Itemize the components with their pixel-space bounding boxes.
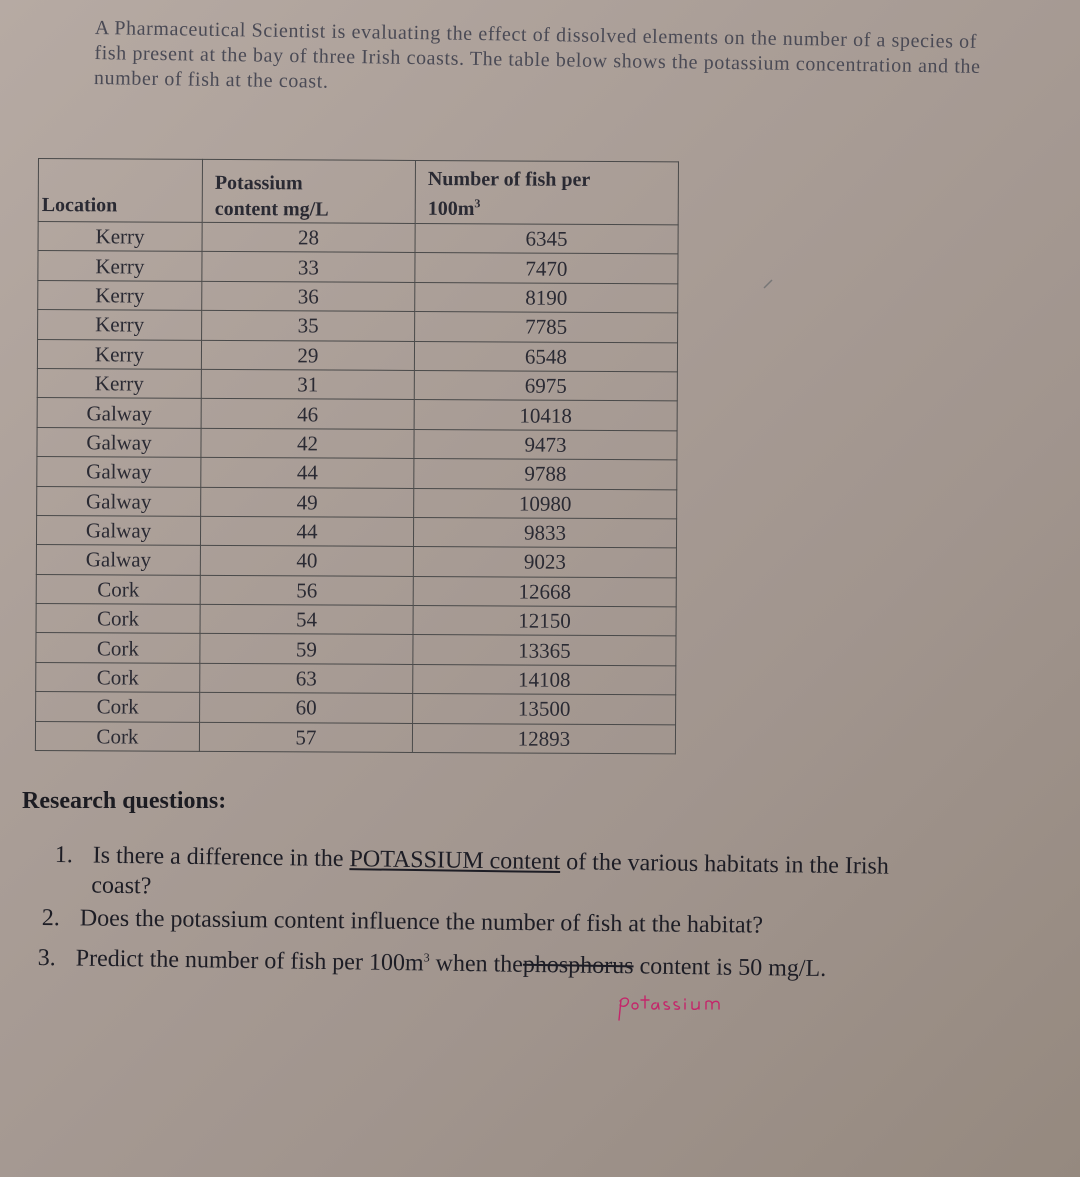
cell-fish-count: 6975 [414, 370, 677, 401]
cell-location: Kerry [37, 339, 201, 369]
intro-paragraph: A Pharmaceutical Scientist is evaluating the effect of dissolved elements on the number of a species of fish present at the bay of three Irish coasts. The table below shows the potassium concentration and the number of fish at the coast. [93, 16, 981, 93]
cell-fish-count: 12150 [413, 606, 676, 637]
cell-fish-count: 12893 [412, 723, 675, 754]
question-1-text-post: of the various habitats in the Irish [560, 849, 890, 880]
header-fish [415, 160, 678, 224]
question-3-text-post: content is 50 mg/L. [633, 953, 827, 983]
table-row [36, 604, 676, 637]
cell-potassium: 56 [200, 575, 413, 606]
cell-potassium: 33 [202, 252, 415, 283]
table-row [37, 339, 677, 372]
cell-potassium: 44 [201, 457, 414, 488]
table-row [38, 280, 678, 313]
handwritten-correction [615, 986, 755, 1026]
cell-fish-count: 13500 [413, 694, 676, 725]
question-1-underlined: POTASSIUM content [349, 846, 561, 876]
header-fish-line1: Number of fish per [427, 168, 591, 191]
table-row [37, 427, 677, 460]
cell-location: Galway [37, 427, 201, 457]
cell-potassium: 31 [201, 369, 414, 400]
question-3-struck-word: phosphorus [522, 951, 634, 980]
cell-potassium: 59 [200, 634, 413, 665]
cell-location: Kerry [38, 251, 202, 281]
header-potassium [202, 159, 415, 223]
cell-location: Galway [37, 398, 201, 428]
table-row [36, 633, 676, 666]
cell-location: Kerry [38, 310, 202, 340]
question-1-line2: coast? [91, 872, 152, 900]
header-potassium-line2: content mg/L [214, 197, 329, 221]
question-3-superscript: 3 [423, 950, 430, 965]
cell-location: Cork [35, 721, 199, 751]
cell-potassium: 46 [201, 399, 414, 430]
table-row [36, 662, 676, 695]
cell-fish-count: 14108 [413, 664, 676, 695]
header-fish-superscript: 3 [474, 196, 481, 211]
question-3-number: 3. [37, 944, 56, 972]
table-row [35, 721, 675, 754]
research-questions-heading: Research questions: [22, 788, 227, 814]
cell-potassium: 54 [200, 604, 413, 635]
question-2-number: 2. [41, 904, 60, 932]
cell-fish-count: 9788 [414, 459, 677, 490]
table-row [36, 692, 676, 725]
cell-potassium: 28 [202, 222, 415, 253]
table-row [38, 310, 678, 343]
cell-location: Cork [36, 692, 200, 722]
cell-potassium: 49 [201, 487, 414, 518]
cell-potassium: 42 [201, 428, 414, 459]
cell-potassium: 60 [200, 693, 413, 724]
table-row [38, 251, 678, 284]
cell-fish-count: 8190 [415, 282, 678, 313]
table-body [35, 222, 678, 754]
header-potassium-line1: Potassium [214, 171, 303, 195]
cell-location: Cork [36, 633, 200, 663]
question-1 [54, 840, 1015, 913]
cell-fish-count: 12668 [413, 576, 676, 607]
question-1-text-pre: Is there a difference in the [92, 842, 350, 873]
cell-fish-count: 9833 [413, 517, 676, 548]
cell-potassium: 36 [202, 281, 415, 312]
cell-location: Kerry [38, 280, 202, 310]
cell-location: Kerry [38, 222, 202, 252]
table-row [36, 545, 676, 578]
table-row [37, 457, 677, 490]
cell-potassium: 44 [200, 516, 413, 547]
cell-potassium: 35 [202, 311, 415, 342]
cell-location: Cork [36, 662, 200, 692]
cell-location: Galway [36, 545, 200, 575]
question-3 [37, 937, 1017, 987]
cell-fish-count: 6345 [415, 223, 678, 254]
table-row [37, 486, 677, 519]
header-fish-line2: 100m [427, 197, 475, 220]
cell-fish-count: 7785 [415, 312, 678, 343]
cell-fish-count: 10418 [414, 400, 677, 431]
table-row [37, 398, 677, 431]
question-3-text-pre: Predict the number of fish per 100m [75, 945, 424, 977]
cell-location: Galway [37, 457, 201, 487]
potassium-fish-table [35, 158, 679, 754]
table-row [38, 222, 678, 255]
cell-location: Galway [36, 515, 200, 545]
cell-potassium: 57 [199, 722, 412, 753]
table-row [36, 574, 676, 607]
cell-potassium: 40 [200, 546, 413, 577]
cell-potassium: 63 [200, 663, 413, 694]
cell-fish-count: 9023 [413, 547, 676, 578]
cell-location: Galway [37, 486, 201, 516]
cell-fish-count: 9473 [414, 429, 677, 460]
question-2-text: Does the potassium content influence the number of fish at the habitat? [79, 905, 764, 939]
cell-fish-count: 7470 [415, 253, 678, 284]
data-table-container [35, 158, 650, 754]
cell-location: Kerry [37, 368, 201, 398]
cell-fish-count: 6548 [414, 341, 677, 372]
cell-potassium: 29 [201, 340, 414, 371]
table-row [36, 515, 676, 548]
cell-location: Cork [36, 604, 200, 634]
table-row [37, 368, 677, 401]
cell-location: Cork [36, 574, 200, 604]
cell-fish-count: 10980 [414, 488, 677, 519]
cell-fish-count: 13365 [413, 635, 676, 666]
pen-mark-icon [762, 278, 774, 290]
table-header-row [38, 159, 678, 225]
header-location: Location [38, 159, 202, 223]
question-3-text-mid: when the [429, 950, 524, 978]
question-1-number: 1. [54, 841, 73, 869]
